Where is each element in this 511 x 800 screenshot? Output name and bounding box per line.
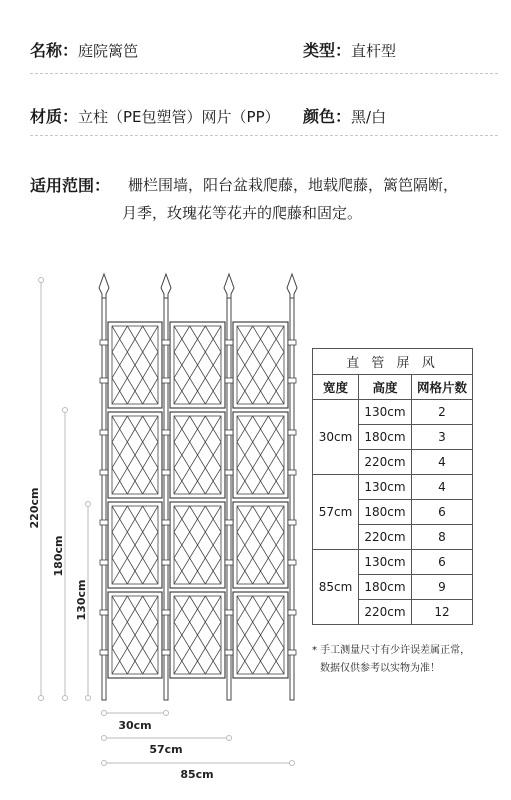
fence-post — [290, 298, 294, 700]
width-57-label: 57cm — [149, 743, 183, 756]
range-text-line2: 月季，玫瑰花等花卉的爬藤和固定。 — [122, 204, 363, 222]
dimension-end — [102, 711, 107, 716]
post-clip — [100, 560, 108, 565]
fence-illustration — [66, 274, 300, 700]
header-panel-count: 网格片数 — [412, 375, 473, 400]
height-cell: 130cm — [359, 475, 412, 500]
count-cell: 4 — [412, 475, 473, 500]
dimension-end — [164, 711, 169, 716]
count-cell: 9 — [412, 575, 473, 600]
post-clip — [162, 430, 170, 435]
height-130-label: 130cm — [75, 579, 88, 621]
table-row — [313, 400, 473, 425]
color-value: 黑/白 — [351, 108, 387, 126]
note-line2: 数据仅供参考以实物为准！ — [320, 663, 440, 674]
height-cell: 220cm — [359, 525, 412, 550]
height-cell: 180cm — [359, 425, 412, 450]
width-30-label: 30cm — [118, 719, 152, 732]
color-label: 颜色： — [303, 107, 352, 126]
post-clip — [162, 378, 170, 383]
finial-icon — [224, 274, 234, 298]
post-clip — [100, 650, 108, 655]
post-clip — [288, 340, 296, 345]
post-clip — [100, 430, 108, 435]
dimension-end — [63, 408, 68, 413]
divider — [30, 73, 498, 74]
material-value: 立柱（PE包塑管）网片（PP） — [78, 108, 280, 126]
type-field — [303, 38, 396, 61]
material-label: 材质： — [30, 107, 79, 126]
height-180-label: 180cm — [52, 535, 65, 577]
material-field — [30, 104, 280, 127]
post-clip — [288, 520, 296, 525]
post-clip — [225, 430, 233, 435]
width-cell: 57cm — [313, 475, 359, 550]
dimension-end — [39, 696, 44, 701]
post-clip — [225, 340, 233, 345]
dimension-end — [102, 736, 107, 741]
height-cell: 180cm — [359, 575, 412, 600]
post-clip — [162, 520, 170, 525]
spec-table — [312, 348, 473, 625]
count-cell: 12 — [412, 600, 473, 625]
dimension-end — [227, 736, 232, 741]
width-cell: 85cm — [313, 550, 359, 625]
post-clip — [225, 520, 233, 525]
dimension-end — [39, 278, 44, 283]
dimension-end — [63, 696, 68, 701]
table-title: 直 管 屏 风 — [313, 349, 473, 375]
count-cell: 2 — [412, 400, 473, 425]
post-clip — [288, 650, 296, 655]
height-cell: 220cm — [359, 600, 412, 625]
count-cell: 4 — [412, 450, 473, 475]
post-clip — [162, 340, 170, 345]
height-cell: 130cm — [359, 550, 412, 575]
table-row — [313, 475, 473, 500]
post-clip — [100, 340, 108, 345]
range-label: 适用范围： — [30, 176, 111, 195]
range-text-line1: 栅栏围墙，阳台盆栽爬藤，地载爬藤，篱笆隔断， — [128, 176, 459, 194]
name-field — [30, 38, 138, 61]
fence-post — [164, 298, 168, 700]
post-clip — [288, 430, 296, 435]
fence-diagram — [0, 260, 300, 800]
post-clip — [288, 610, 296, 615]
post-clip — [225, 378, 233, 383]
count-cell: 6 — [412, 500, 473, 525]
height-cell: 180cm — [359, 500, 412, 525]
dimension-end — [290, 761, 295, 766]
post-clip — [225, 560, 233, 565]
post-clip — [288, 560, 296, 565]
count-cell: 8 — [412, 525, 473, 550]
post-clip — [100, 470, 108, 475]
name-label: 名称： — [30, 41, 79, 60]
finial-icon — [287, 274, 297, 298]
width-cell: 30cm — [313, 400, 359, 475]
note-line1: * 手工测量尺寸有少许误差属正常， — [312, 645, 471, 656]
count-cell: 6 — [412, 550, 473, 575]
post-clip — [162, 560, 170, 565]
post-clip — [162, 650, 170, 655]
dimension-end — [86, 696, 91, 701]
post-clip — [100, 610, 108, 615]
count-cell: 3 — [412, 425, 473, 450]
post-clip — [288, 470, 296, 475]
header-height: 高度 — [359, 375, 412, 400]
post-clip — [225, 470, 233, 475]
post-clip — [225, 650, 233, 655]
dimension-end — [102, 761, 107, 766]
finial-icon — [99, 274, 109, 298]
dimension-end — [86, 502, 91, 507]
post-clip — [225, 610, 233, 615]
type-label: 类型： — [303, 41, 352, 60]
post-clip — [100, 520, 108, 525]
type-value: 直杆型 — [351, 42, 397, 60]
name-value: 庭院篱笆 — [78, 42, 139, 60]
fence-post — [227, 298, 231, 700]
height-cell: 130cm — [359, 400, 412, 425]
post-clip — [162, 610, 170, 615]
color-field — [303, 104, 386, 127]
height-cell: 220cm — [359, 450, 412, 475]
post-clip — [100, 378, 108, 383]
width-85-label: 85cm — [180, 768, 214, 781]
finial-icon — [161, 274, 171, 298]
table-row — [313, 550, 473, 575]
measurement-note — [312, 642, 470, 678]
divider — [30, 135, 498, 136]
fence-post — [102, 298, 106, 700]
header-width: 宽度 — [313, 375, 359, 400]
post-clip — [162, 470, 170, 475]
post-clip — [288, 378, 296, 383]
height-220-label: 220cm — [28, 487, 41, 529]
